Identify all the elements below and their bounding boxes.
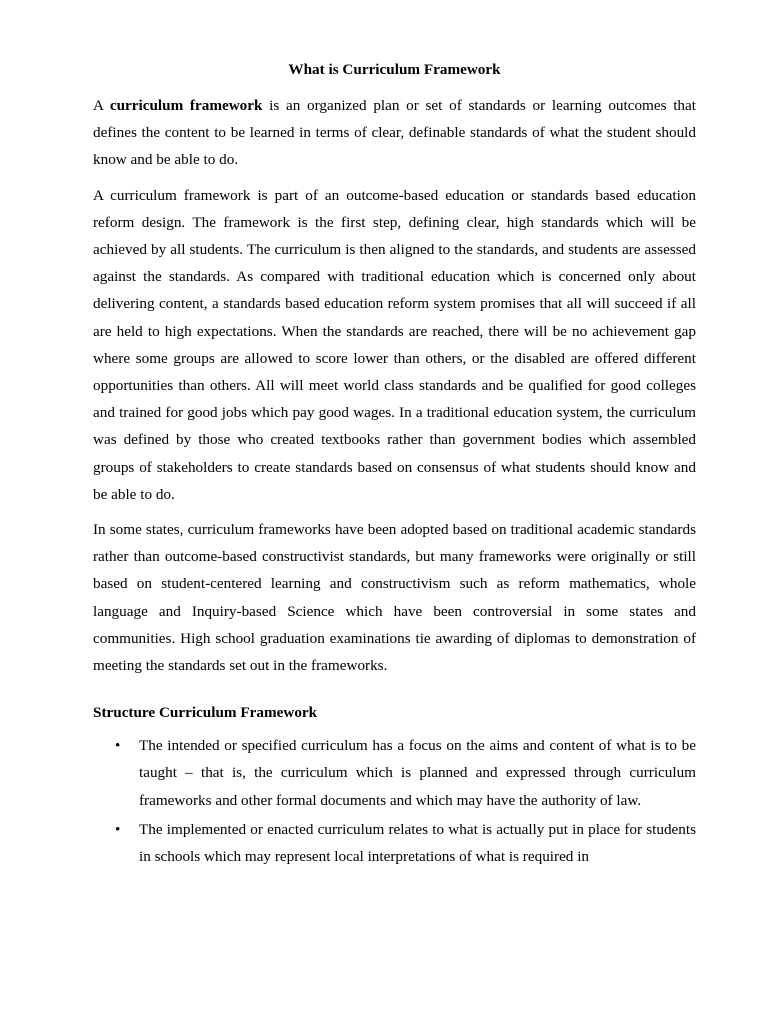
body-paragraph: In some states, curriculum frameworks have been adopted based on traditional academic standards rather than outcome-based constructivist standards, but many frameworks were originally or still based on student-centered learning and constructivism such as reform mathematics, whole language and Inquiry-based Science which have been controversial in some states and communities. High school graduation examinations tie awarding of diplomas to demonstration of meeting the standards set out in the frameworks. bbox=[93, 521, 696, 675]
intro-rest: is an organized plan or set of standards or learning outcomes that defines the content to be learned in terms of clear, definable standards of what the student should know and be able to do. bbox=[93, 97, 696, 169]
bullet-icon: • bbox=[115, 820, 121, 838]
bullet-icon: • bbox=[115, 737, 121, 755]
section-heading: Structure Curriculum Framework bbox=[93, 704, 318, 722]
intro-prefix: A bbox=[93, 97, 110, 114]
list-item bbox=[93, 732, 696, 814]
list-item-text: The intended or specified curriculum has a focus on the aims and content of what is to be taught – that is, the curriculum which is planned and expressed through curriculum frameworks and other formal documents and which may have the authority of law. bbox=[139, 737, 696, 809]
intro-paragraph bbox=[93, 92, 696, 174]
document-title: What is Curriculum Framework bbox=[288, 61, 501, 78]
list-item-text: The implemented or enacted curriculum relates to what is actually put in place for students in schools which may represent local interpretations of what is required in bbox=[139, 820, 696, 866]
intro-term: curriculum framework bbox=[109, 97, 263, 114]
list-item bbox=[93, 816, 696, 870]
bullet-list bbox=[93, 732, 696, 870]
body-paragraph: A curriculum framework is part of an outcome-based education or standards based education reform design. The framework is the first step, defining clear, high standards which will be achieved by all students. The curriculum is then aligned to the standards, and students are assessed against the standards. As compared with traditional education which is concerned only about delivering content, a standards based education reform system promises that all will succeed if all are held to high expectations. When the standards are reached, there will be no achievement gap where some groups are allowed to score lower than others, or the disabled are offered different opportunities than others. All will meet world class standards and be qualified for good colleges and trained for good jobs which pay good wages. In a traditional education system, the curriculum was defined by those who created textbooks rather than government bodies which assembled groups of stakeholders to create standards based on consensus of what students should know and be able to do. bbox=[93, 186, 696, 503]
